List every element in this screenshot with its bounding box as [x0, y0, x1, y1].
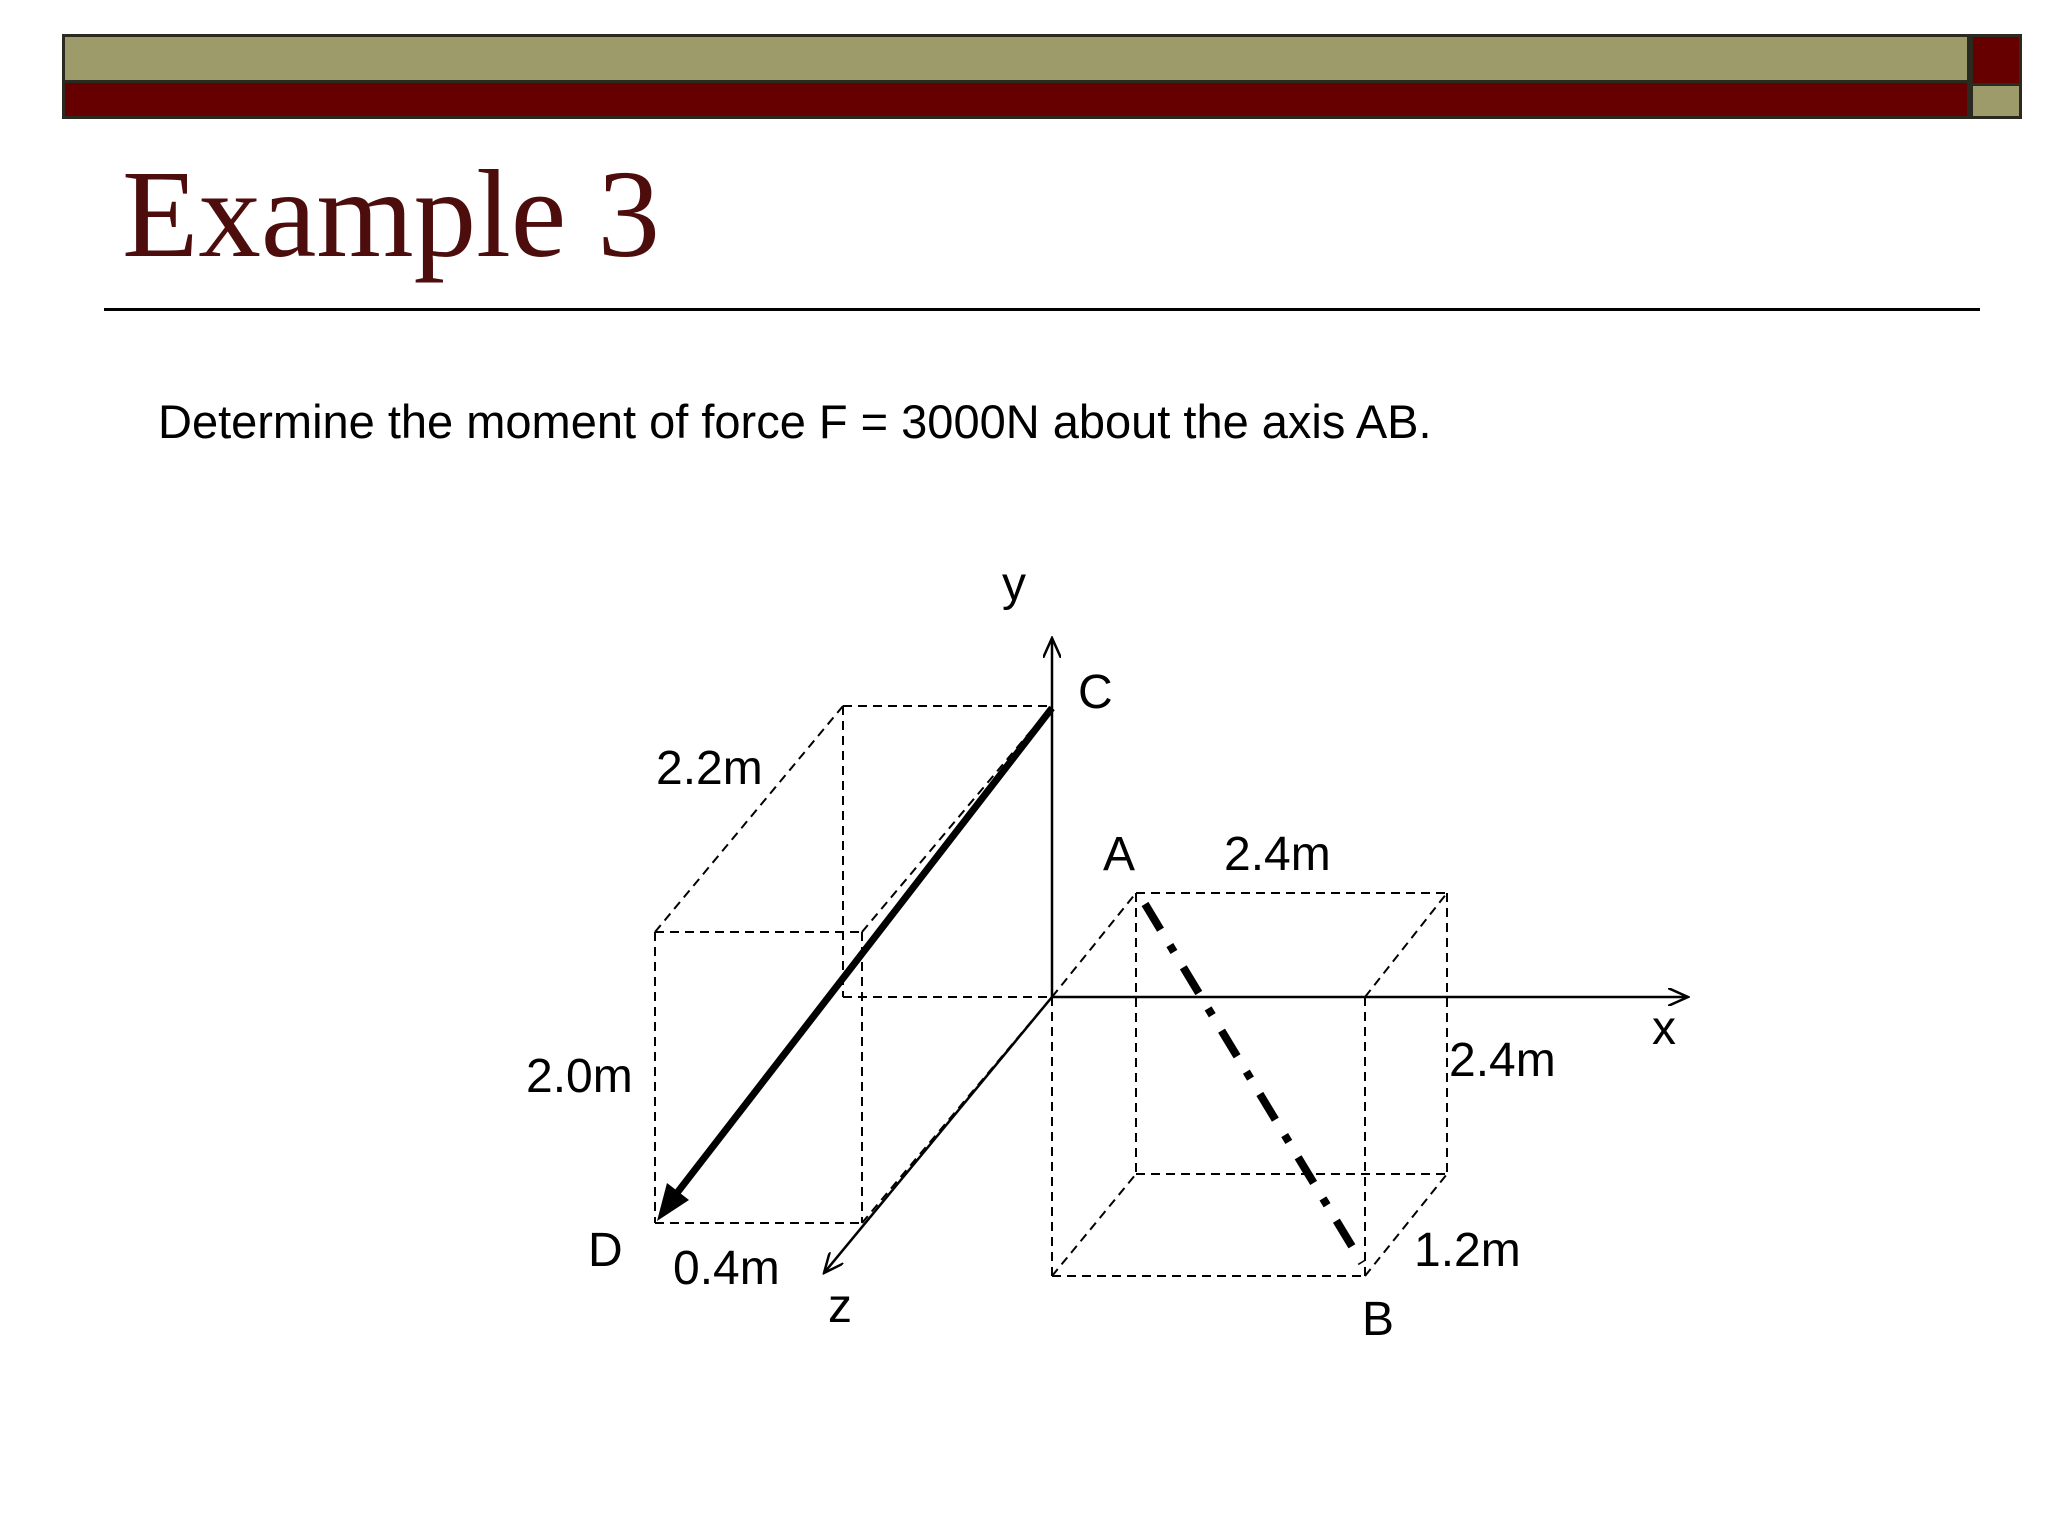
- dimension-2-0m: 2.0m: [526, 1050, 633, 1103]
- y-axis-label: y: [1002, 558, 1026, 611]
- point-d-label: D: [588, 1224, 623, 1277]
- coordinate-axes: [824, 638, 1688, 1273]
- dimension-2-4m-width: 2.4m: [1224, 828, 1331, 881]
- x-axis-label: x: [1652, 1002, 1676, 1055]
- axis-ab-line: [1145, 904, 1362, 1263]
- point-b-label: B: [1362, 1293, 1395, 1346]
- dimension-1-2m: 1.2m: [1414, 1224, 1521, 1277]
- dimension-2-2m: 2.2m: [656, 742, 763, 795]
- right-dashed-box: [1052, 893, 1447, 1276]
- dimension-2-4m-height: 2.4m: [1449, 1034, 1556, 1087]
- z-axis-label: z: [828, 1280, 852, 1333]
- point-a-label: A: [1103, 828, 1136, 881]
- dimension-0-4m: 0.4m: [673, 1242, 780, 1295]
- slide-title: Example 3: [122, 146, 661, 284]
- point-c-label: C: [1078, 666, 1113, 719]
- problem-statement: Determine the moment of force F = 3000N about the axis AB.: [158, 395, 1432, 448]
